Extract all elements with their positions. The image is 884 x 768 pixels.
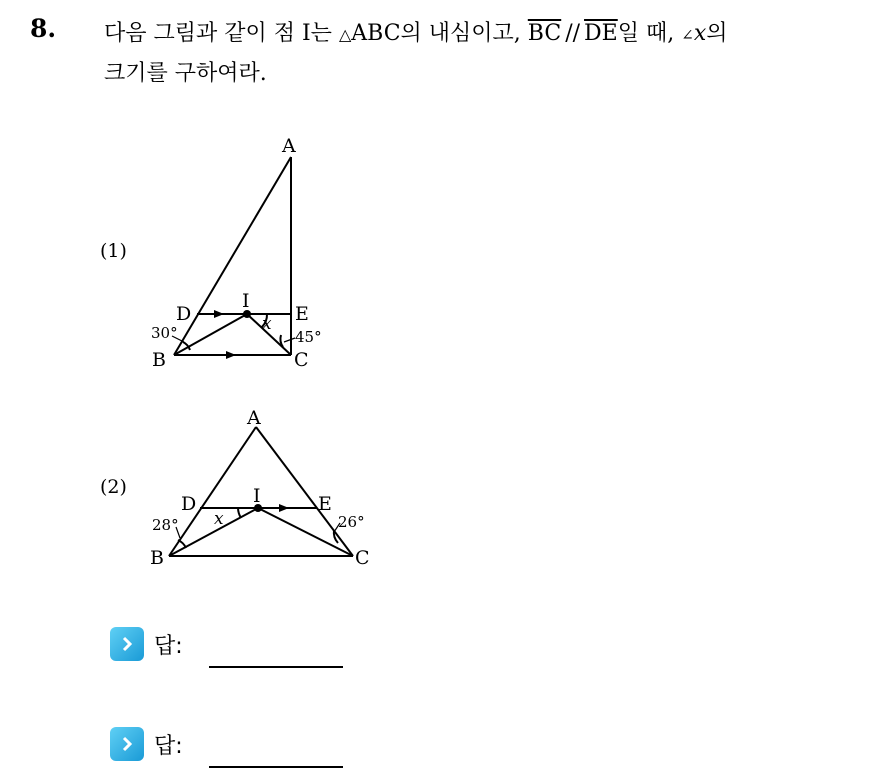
question-text-intro: 다음 그림과 같이 점 I는 <box>104 21 339 46</box>
parallel-symbol: // <box>565 21 581 46</box>
fig1-point-e: E <box>295 303 309 325</box>
fig2-angle-x-label: x <box>214 509 224 529</box>
fig2-point-d: D <box>181 493 197 515</box>
chevron-right-icon <box>110 627 144 661</box>
fig2-angle-b-label: 28° <box>152 516 179 534</box>
answer-blank-2[interactable] <box>209 738 343 768</box>
angle-symbol: ∠ <box>681 26 694 44</box>
fig2-side-ac <box>256 427 353 556</box>
chevron-right-icon <box>110 727 144 761</box>
segment-de: $\overline{DE}$ <box>584 21 618 46</box>
fig2-point-e: E <box>318 493 332 515</box>
answer-label: 답: <box>154 633 183 659</box>
fig2-point-c: C <box>355 547 370 569</box>
figure1-label: (1) <box>100 240 127 262</box>
question-text-when: 일 때, <box>617 21 682 46</box>
fig2-angle-c-label: 26° <box>338 513 365 531</box>
triangle-symbol: △ <box>338 25 352 44</box>
question-text-line2: 크기를 구하여라. <box>104 61 267 86</box>
fig2-angle-arc-b <box>178 540 186 548</box>
answer-label: 답: <box>154 733 183 759</box>
answer-row-1 <box>110 624 343 664</box>
angle-variable: x <box>693 21 707 46</box>
answer-row-2 <box>110 724 343 764</box>
fig1-point-d: D <box>176 303 192 325</box>
fig1-point-c: C <box>294 349 309 371</box>
fig1-point-b: B <box>152 349 166 371</box>
fig2-side-ab <box>169 427 256 556</box>
question-text-triangle: ABC의 내심이고, <box>351 21 528 46</box>
question-number: 8. <box>30 14 57 43</box>
fig2-point-i: I <box>253 485 261 507</box>
fig1-point-a: A <box>282 135 296 157</box>
figure2-label: (2) <box>100 476 127 498</box>
fig1-angle-c-label: 45° <box>295 328 322 346</box>
fig1-angle-x-label: x <box>262 314 272 334</box>
fig2-angle-arc-x <box>238 508 241 518</box>
answer-blank-1[interactable] <box>209 638 343 668</box>
question-text-end: 의 <box>706 21 728 46</box>
fig2-arrow-de <box>279 504 289 512</box>
fig2-point-b: B <box>150 547 164 569</box>
fig1-angle-b-label: 30° <box>151 324 178 342</box>
segment-bc: $\overline{BC}$ <box>527 21 562 46</box>
fig2-point-a: A <box>247 407 261 429</box>
fig1-point-i: I <box>242 290 250 312</box>
